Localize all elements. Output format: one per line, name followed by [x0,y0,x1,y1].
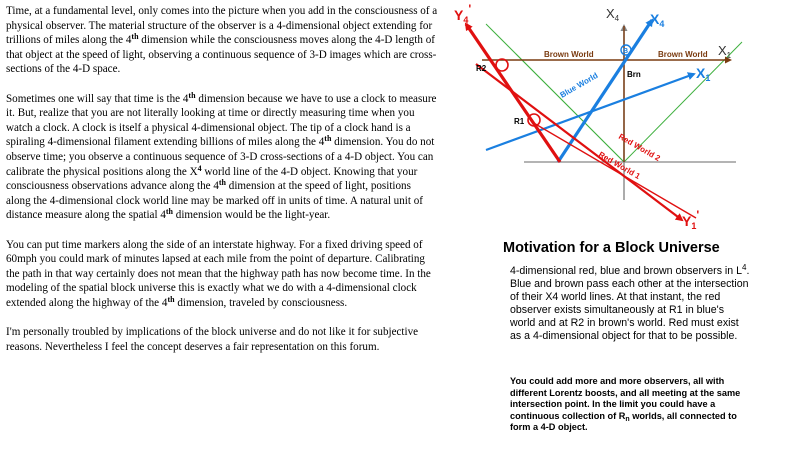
brown-world-left-label: Brown World [544,50,594,59]
x1-label: $X_1$ [718,43,732,60]
brn-label: Brn [627,70,641,79]
y4p-label: $Y_4'$ [454,2,472,25]
article-text [6,4,438,369]
spacetime-diagram [446,2,746,234]
paragraph-3: You can put time markers along the side of an interstate highway. For a fixed driving speed of 60mph you could mark of minutes lapsed at each mile from the point of departure. Calibrating the path in that way certainly does not mean that the highway path has now become time. In the modeling of the spatial block universe this is exactly what we do with a 4-dimensional clock extended along the highway of the 4th dimension, traveled by consciousness. [6,238,431,309]
r1-label: R1 [514,117,525,126]
brown-world-right-label: Brown World [658,50,708,59]
caption-extension: You could add more and more observers, all with different Lorentz boosts, and all meeting at the same intersection point. In the limit you could have a continuous collection of $R_n$ worlds, all connected to form a 4-D object. [510,376,741,433]
caption-body: 4-dimensional red, blue and brown observers in $L^4$. Blue and brown pass each other at the intersection of their X4 world lines. At that instant, the red observer exists simultaneously at R1 in blue's world and at R2 in brown's world. Red must exist as a 4-dimensional object for that to be possible. [510,263,750,342]
paragraph-2: Sometimes one will say that time is the 4th dimension because we have to use a clock to measure it. But, realize that you are not literally looking at time or directly measuring time when you watch a clock. A clock is itself a physical 4-dimensional object. The tip of a clock hand is a spiraling 4-dimensional filament extending billions of miles along the 4th dimension. You do not observe time; you observe a continuous sequence of 3-D cross-sections of a 4-D object. You can calibrate the physical positions along the $X^4$ world line of the 4-D object. Knowing that your consciousness observations advance along the 4th dimension at the speed of light, positions along the 4-dimensional clock world line may be marked off in units of time. A natural unit of distance measure along the spatial 4th dimension would be the light-year. [6,90,437,222]
red-world-2 [532,122,696,218]
b-label: B [623,48,629,55]
r2-label: R2 [476,64,487,73]
blue-world-label: Blue World [558,70,600,100]
paragraph-4: I'm personally troubled by implications of the block universe and do not like it for subjective reasons. Nevertheless I feel the concept deserves a fair representation on this forum. [6,326,419,353]
y1p-label: $Y_1'$ [682,208,700,231]
x4-label: $X_4$ [606,6,620,23]
caption-title: Motivation for a Block Universe [503,240,720,256]
x4b-label: $X_4$ [650,11,665,29]
paragraph-1: Time, at a fundamental level, only comes into the picture when you add in the consciousness of a physical observer. The material structure of the observer is a 4-dimensional object extending for trillions of miles along the 4th dimension while the consciousness moves along the 4-D length of that object at the speed of light, observing a continuous sequence of 3-D images which are cross-sections of the 4-D space. [6,5,438,76]
red-world-2-label: Red World 2 [617,131,662,163]
x1b-label: $X_1$ [696,65,711,83]
red-world-1-label: Red World 1 [597,149,642,181]
